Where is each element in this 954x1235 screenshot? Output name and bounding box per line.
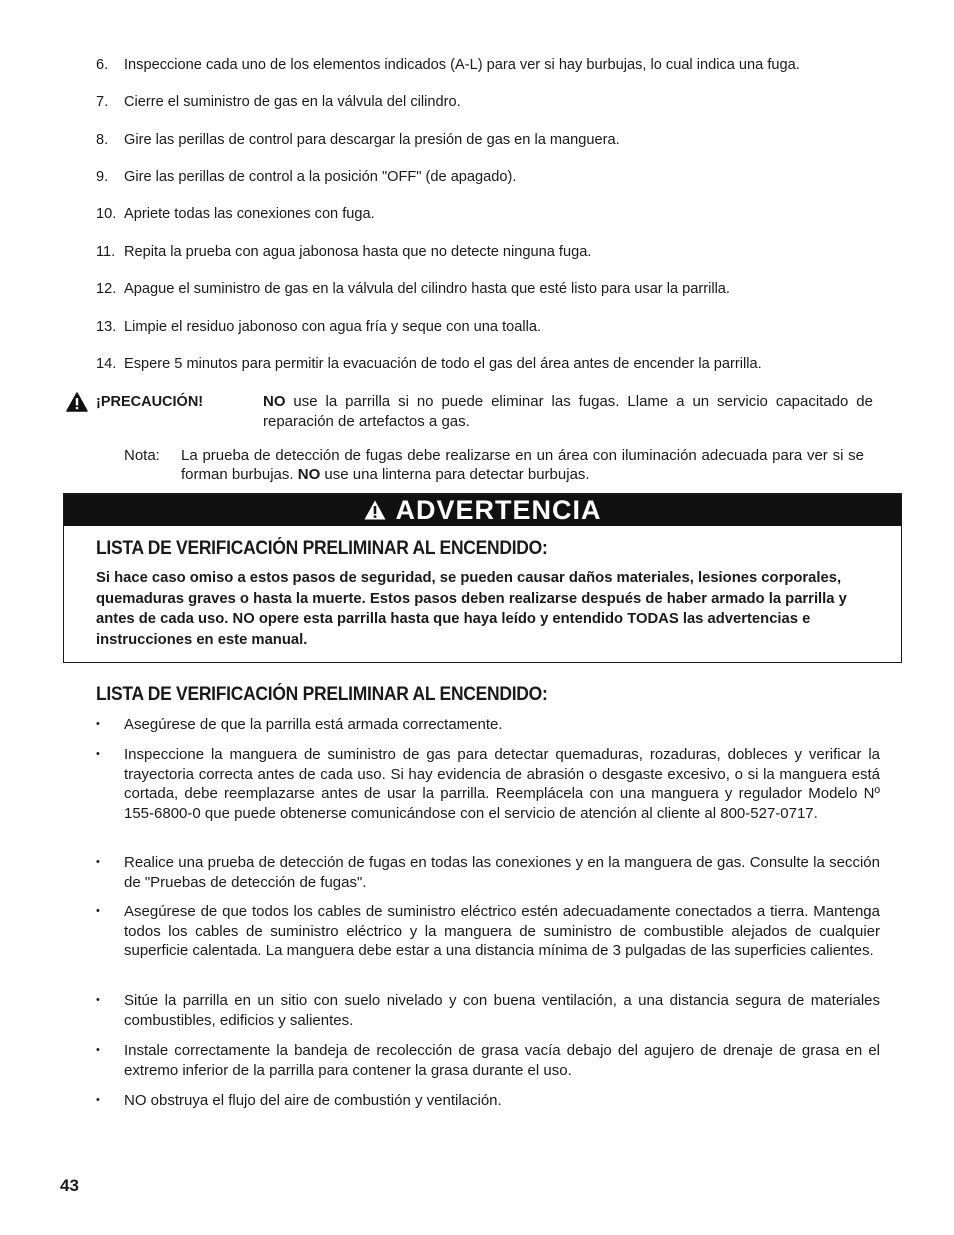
step-number: 7. <box>96 94 109 110</box>
list-item-text: Instale correctamente la bandeja de recolección de grasa vacía debajo del agujero de drenaje de grasa en el extremo inferior de la parrilla para contener la grasa durante el uso. <box>124 1042 880 1079</box>
step-number: 9. <box>96 169 109 185</box>
note-emphasis: NO <box>297 466 321 483</box>
note-body-end: use una linterna para detectar burbujas. <box>320 466 590 483</box>
list-item-text: Asegúrese de que todos los cables de suministro eléctrico estén adecuadamente conectados a tierra. Mantenga todos los cables de suministro eléctrico y la manguera de suministro de combustible alejados de cualquier superficie calentada. La manguera debe estar a una distancia mínima de 3 pulgadas de las superficies calientes. <box>124 903 880 960</box>
bullet-mark: • <box>96 748 100 760</box>
warning-triangle-icon <box>363 499 387 521</box>
step-text: Inspeccione cada uno de los elementos indicados (A-L) para ver si hay burbujas, lo cual indica una fuga. <box>124 57 800 73</box>
list-item-text: Inspeccione la manguera de suministro de gas para detectar quemaduras, rozaduras, dobleces y verificar la trayectoria correcta antes de cada uso. Si hay evidencia de abrasión o desgaste excesivo, o si la manguera está cortada, debe reemplazarse antes de usar la parrilla. Reemplácela con una manguera y regulador Modelo Nº 155-6800-0 que puede obtenerse comunicándose con el servicio de atención al cliente al 800-527-0717. <box>124 746 880 822</box>
step-text: Espere 5 minutos para permitir la evacuación de todo el gas del área antes de encender la parrilla. <box>124 356 762 372</box>
step-text: Gire las perillas de control para descargar la presión de gas en la manguera. <box>124 132 620 148</box>
bullet-mark: • <box>96 905 100 917</box>
warning-text: Si hace caso omiso a estos pasos de seguridad, se pueden causar daños materiales, lesiones corporales, quemaduras graves o hasta la muerte. Estos pasos deben realizarse después de haber armado la parrilla y antes de cada uso. NO opere esta parrilla hasta que haya leído y entendido TODAS las advertencias e instrucciones en este manual. <box>96 570 847 648</box>
step-text: Cierre el suministro de gas en la válvula del cilindro. <box>124 94 461 110</box>
note-label: Nota: <box>124 447 160 464</box>
step-number: 14. <box>96 356 117 372</box>
step-text: Apague el suministro de gas en la válvula del cilindro hasta que esté listo para usar la parrilla. <box>124 281 730 297</box>
bullet-mark: • <box>96 856 100 868</box>
warning-banner <box>64 494 901 526</box>
note-body-start: La prueba de detección de fugas debe realizarse en un área con iluminación adecuada para ver si se forman burbujas. <box>181 447 864 483</box>
list-item-text: Asegúrese de que la parrilla está armada correctamente. <box>124 716 503 733</box>
step-number: 6. <box>96 57 109 73</box>
caution-text <box>263 392 873 431</box>
step-number: 11. <box>96 244 116 260</box>
caution-emphasis: NO <box>263 393 286 410</box>
step-text: Limpie el residuo jabonoso con agua fría y seque con una toalla. <box>124 319 542 335</box>
warning-heading: LISTA DE VERIFICACIÓN PRELIMINAR AL ENCENDIDO: <box>96 538 548 559</box>
bullet-mark: • <box>96 1094 100 1106</box>
step-number: 10. <box>96 206 117 222</box>
list-item-text: Sitúe la parrilla en un sitio con suelo nivelado y con buena ventilación, a una distancia segura de materiales combustibles, edificios y salientes. <box>124 992 880 1029</box>
note-text <box>181 446 864 484</box>
warning-triangle-icon <box>66 392 88 412</box>
caution-body: use la parrilla si no puede eliminar las fugas. Llame a un servicio capacitado de reparación de artefactos a gas. <box>263 393 873 430</box>
step-text: Repita la prueba con agua jabonosa hasta que no detecte ninguna fuga. <box>124 244 592 260</box>
bullet-mark: • <box>96 1044 100 1056</box>
step-number: 8. <box>96 132 109 148</box>
list-item-text: Realice una prueba de detección de fugas en todas las conexiones y en la manguera de gas. Consulte la sección de "Pruebas de detección de fugas". <box>124 854 880 891</box>
checklist-heading: LISTA DE VERIFICACIÓN PRELIMINAR AL ENCENDIDO: <box>96 684 548 705</box>
warning-box <box>63 493 902 663</box>
step-number: 13. <box>96 319 117 335</box>
bullet-mark: • <box>96 994 100 1006</box>
warning-title: ADVERTENCIA <box>395 495 602 525</box>
step-number: 12. <box>96 281 117 297</box>
page-number: 43 <box>60 1176 79 1195</box>
step-text: Apriete todas las conexiones con fuga. <box>124 206 375 222</box>
step-text: Gire las perillas de control a la posición "OFF" (de apagado). <box>124 169 517 185</box>
bullet-mark: • <box>96 718 100 730</box>
list-item-text: NO obstruya el flujo del aire de combustión y ventilación. <box>124 1092 502 1109</box>
caution-label: ¡PRECAUCIÓN! <box>96 394 204 410</box>
